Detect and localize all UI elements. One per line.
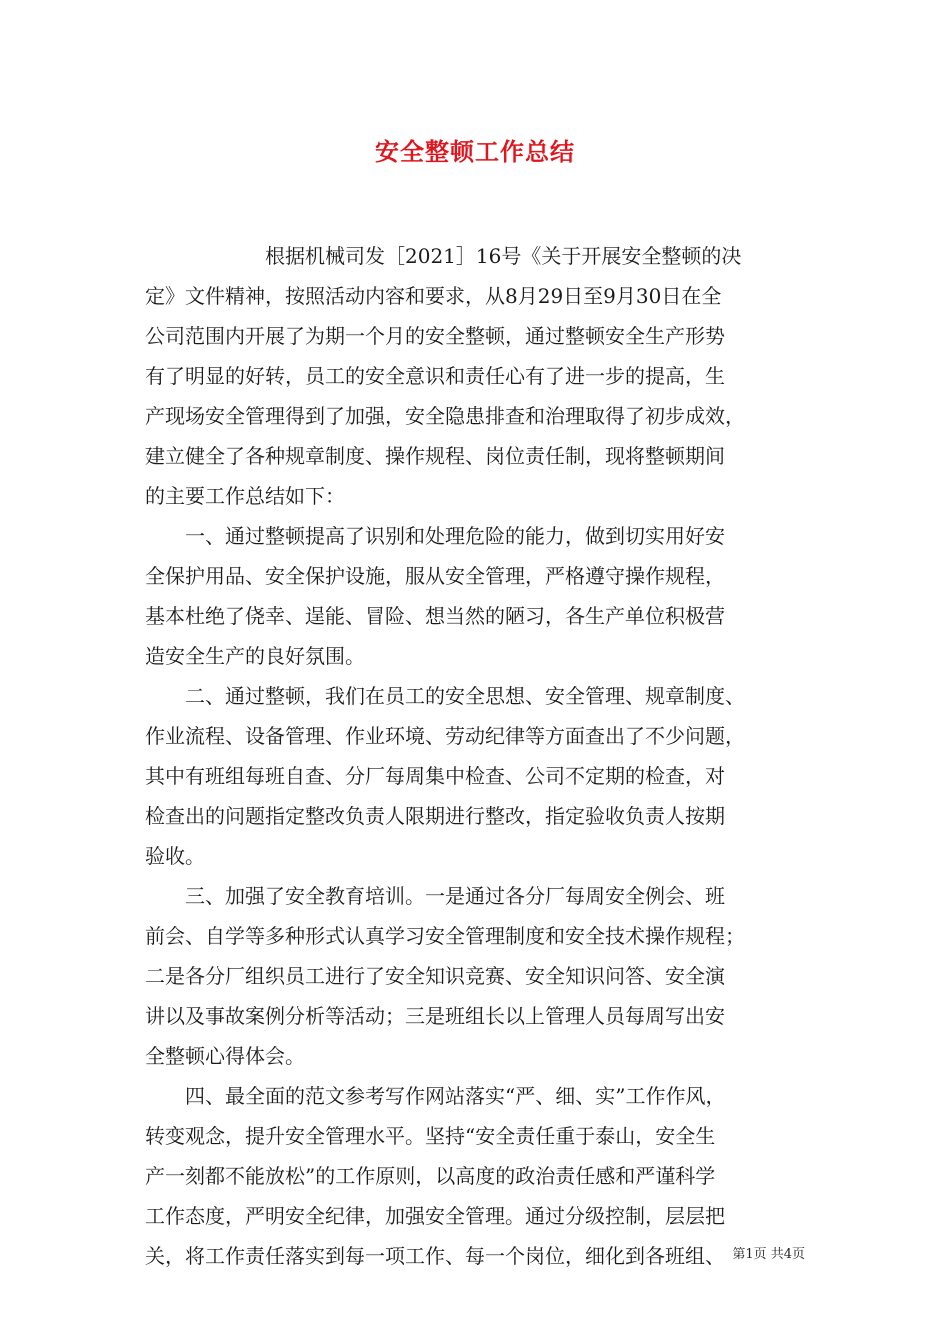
document-body (145, 236, 813, 1276)
body-line: 关，将工作责任落实到每一项工作、每一个岗位，细化到各班组、 (145, 1244, 725, 1268)
body-line: 全整顿心得体会。 (145, 1044, 305, 1068)
body-line: 转变观念，提升安全管理水平。坚持“安全责任重于泰山，安全生 (145, 1124, 716, 1148)
body-line: 其中有班组每班自查、分厂每周集中检查、公司不定期的检查，对 (145, 764, 725, 788)
page-number-footer: 第1页 共4页 (732, 1247, 805, 1262)
body-line: 定》文件精神，按照活动内容和要求，从8月29日至9月30日在全 (145, 284, 722, 308)
body-line: 二、通过整顿，我们在员工的安全思想、安全管理、规章制度、 (145, 684, 745, 708)
body-line: 三、加强了安全教育培训。一是通过各分厂每周安全例会、班 (145, 884, 725, 908)
body-line: 检查出的问题指定整改负责人限期进行整改，指定验收负责人按期 (145, 804, 725, 828)
body-line: 产一刻都不能放松”的工作原则，以高度的政治责任感和严谨科学 (145, 1164, 716, 1188)
body-line: 前会、自学等多种形式认真学习安全管理制度和安全技术操作规程； (145, 924, 745, 948)
body-line: 根据机械司发［2021］16号《关于开展安全整顿的决 (145, 244, 742, 268)
body-line: 讲以及事故案例分析等活动；三是班组长以上管理人员每周写出安 (145, 1004, 725, 1028)
body-line: 造安全生产的良好氛围。 (145, 644, 365, 668)
body-line: 基本杜绝了侥幸、逞能、冒险、想当然的陋习，各生产单位积极营 (145, 604, 725, 628)
document-title: 安全整顿工作总结 (375, 137, 575, 166)
body-line: 二是各分厂组织员工进行了安全知识竞赛、安全知识问答、安全演 (145, 964, 725, 988)
body-line: 的主要工作总结如下： (145, 484, 345, 508)
body-line: 作业流程、设备管理、作业环境、劳动纪律等方面查出了不少问题， (145, 724, 745, 748)
body-line: 有了明显的好转，员工的安全意识和责任心有了进一步的提高，生 (145, 364, 725, 388)
body-line: 四、最全面的范文参考写作网站落实“严、细、实”工作作风， (145, 1084, 726, 1108)
body-line: 验收。 (145, 844, 205, 868)
body-line: 产现场安全管理得到了加强，安全隐患排查和治理取得了初步成效， (145, 404, 745, 428)
body-line: 工作态度，严明安全纪律，加强安全管理。通过分级控制，层层把 (145, 1204, 725, 1228)
body-line: 一、通过整顿提高了识别和处理危险的能力，做到切实用好安 (145, 524, 725, 548)
body-line: 公司范围内开展了为期一个月的安全整顿，通过整顿安全生产形势 (145, 324, 725, 348)
body-line: 建立健全了各种规章制度、操作规程、岗位责任制，现将整顿期间 (145, 444, 725, 468)
body-line: 全保护用品、安全保护设施，服从安全管理，严格遵守操作规程， (145, 564, 725, 588)
